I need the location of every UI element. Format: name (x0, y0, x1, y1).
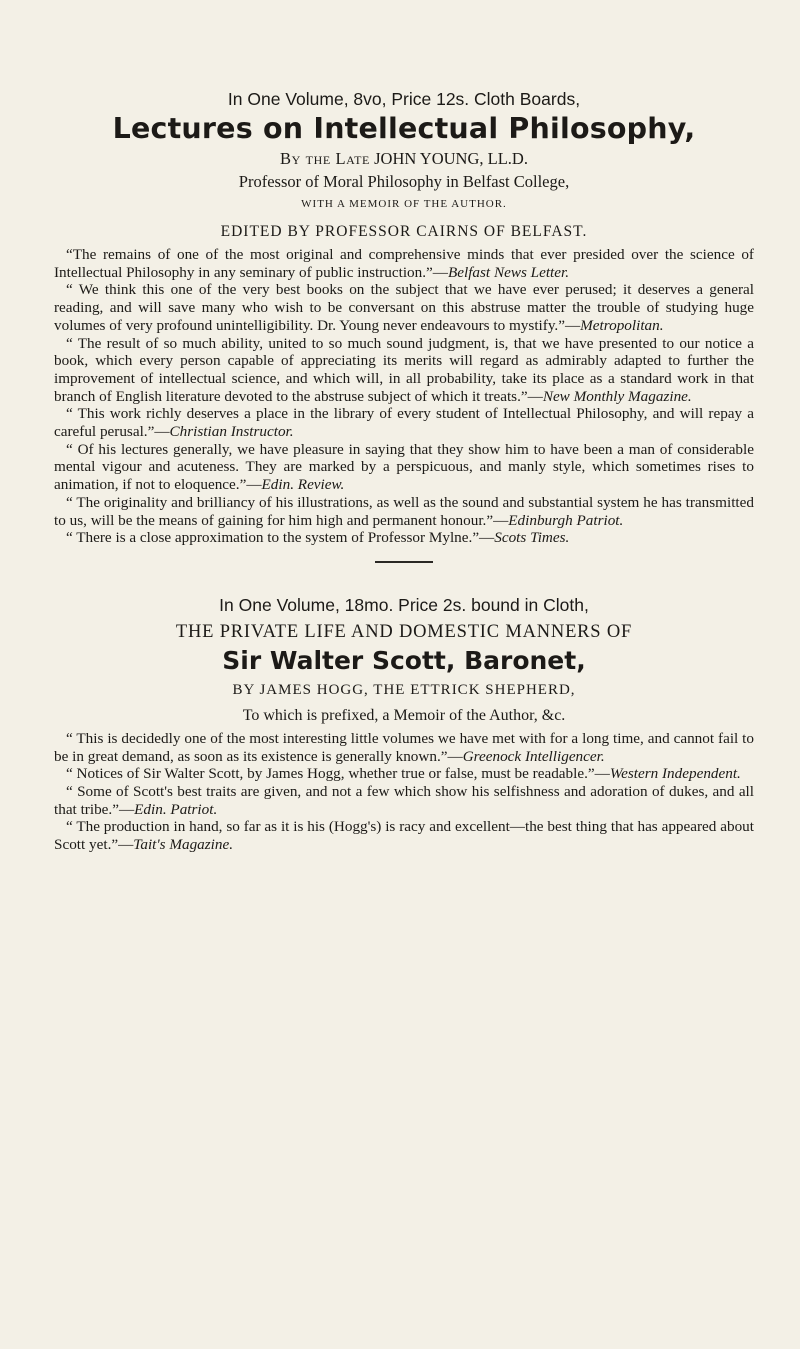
book2-pricing: In One Volume, 18mo. Price 2s. bound in Cloth, (219, 594, 589, 615)
review-source: Edin. Patriot. (134, 800, 218, 818)
review-quote: “ Some of Scott's best traits are given, and not a few which show his selfishness and adoration of dukes, and all that tribe.”— (54, 783, 754, 818)
book1-author (54, 148, 754, 169)
review (54, 281, 754, 334)
review-source: Greenock Intelligencer. (462, 747, 605, 765)
review-quote: “ There is a close approximation to the system of Professor Mylne.”— (66, 529, 495, 547)
book1-author-name: JOHN YOUNG, LL.D. (374, 149, 528, 168)
review (54, 765, 754, 783)
review (54, 405, 754, 440)
review-quote: “The remains of one of the most original and comprehensive minds that ever presided over the science of Intellectual Philosophy in any seminary of public instruction.”— (54, 246, 754, 281)
review (54, 783, 754, 818)
review-quote: “ This work richly deserves a place in the library of every student of Intellectual Philosophy, and will repay a careful perusal.”— (54, 405, 754, 441)
book2-reviews (54, 730, 754, 854)
review-source: Western Independent. (609, 765, 741, 783)
review-quote: “ Of his lectures generally, we have pleasure in saying that they show him to have been a man of considerable mental vigour and acuteness. They are marked by a perspicuous, and manly style, which sometimes rises to animation, if not to eloquence.”— (54, 440, 754, 494)
review-quote: “ This is decidedly one of the most interesting little volumes we have met with for a long time, and cannot fail to be in great demand, as soon as its existence is generally known.”— (54, 729, 754, 765)
book2-section (54, 594, 754, 854)
review-source: Metropolitan. (580, 316, 664, 334)
review-quote: “ We think this one of the very best books on the subject that we have ever perused; it deserves a general reading, and will save many who wish to be conversant on this abstruse matter the trouble of studying huge volumes of very profound unintelligibility. Dr. Young never endeavours to mystify.”— (54, 281, 754, 334)
review (54, 246, 754, 281)
review-quote: “ The production in hand, so far as it is his (Hogg's) is racy and excellent—the best thing that has appeared about Scott yet.”— (54, 818, 754, 854)
review-source: Scots Times. (494, 529, 570, 547)
review (54, 494, 754, 529)
review-source: Edinburgh Patriot. (508, 511, 624, 529)
review-quote: “ The result of so much ability, united to so much sound judgment, is, that we have presented to our notice a book, which every person capable of appreciating its merits will regard as admirably adapted to further the improvement of intellectual science, and which will, in all probability, take its place as a standard work in that branch of English literature devoted to the abstruse subject of which it treats.”— (54, 334, 754, 405)
book1-title: Lectures on Intellectual Philosophy, (112, 112, 696, 145)
book2-author: BY JAMES HOGG, THE ETTRICK SHEPHERD, (232, 681, 576, 698)
book2-title-line1: THE PRIVATE LIFE AND DOMESTIC MANNERS OF (175, 621, 633, 642)
book1-section (54, 88, 754, 547)
review (54, 818, 754, 853)
book1-editor: EDITED BY PROFESSOR CAIRNS OF BELFAST. (220, 223, 588, 240)
section-divider (375, 561, 433, 563)
review-source: Belfast News Letter. (447, 263, 570, 281)
book1-author-prefix: By the Late (280, 149, 370, 168)
review (54, 730, 754, 765)
book1-memoir: WITH A MEMOIR OF THE AUTHOR. (301, 198, 507, 210)
book1-reviews (54, 246, 754, 547)
review (54, 529, 754, 547)
book2-prefix: To which is prefixed, a Memoir of the Author, &c. (242, 706, 566, 724)
review-source: Tait's Magazine. (133, 836, 234, 854)
book1-pricing: In One Volume, 8vo, Price 12s. Cloth Boards, (227, 89, 581, 109)
review-source: Christian Instructor. (169, 423, 294, 441)
book2-title-line2: Sir Walter Scott, Baronet, (222, 645, 586, 675)
book1-position: Professor of Moral Philosophy in Belfast College, (238, 172, 570, 191)
review-source: Edin. Review. (261, 476, 345, 494)
review-quote: “ Notices of Sir Walter Scott, by James Hogg, whether true or false, must be readable.”— (66, 765, 610, 783)
review (54, 441, 754, 494)
review (54, 335, 754, 406)
review-source: New Monthly Magazine. (542, 387, 692, 405)
review-quote: “ The originality and brilliancy of his illustrations, as well as the sound and substantial system he has transmitted to us, will be the means of gaining for him high and permanent honour.”— (54, 493, 754, 529)
